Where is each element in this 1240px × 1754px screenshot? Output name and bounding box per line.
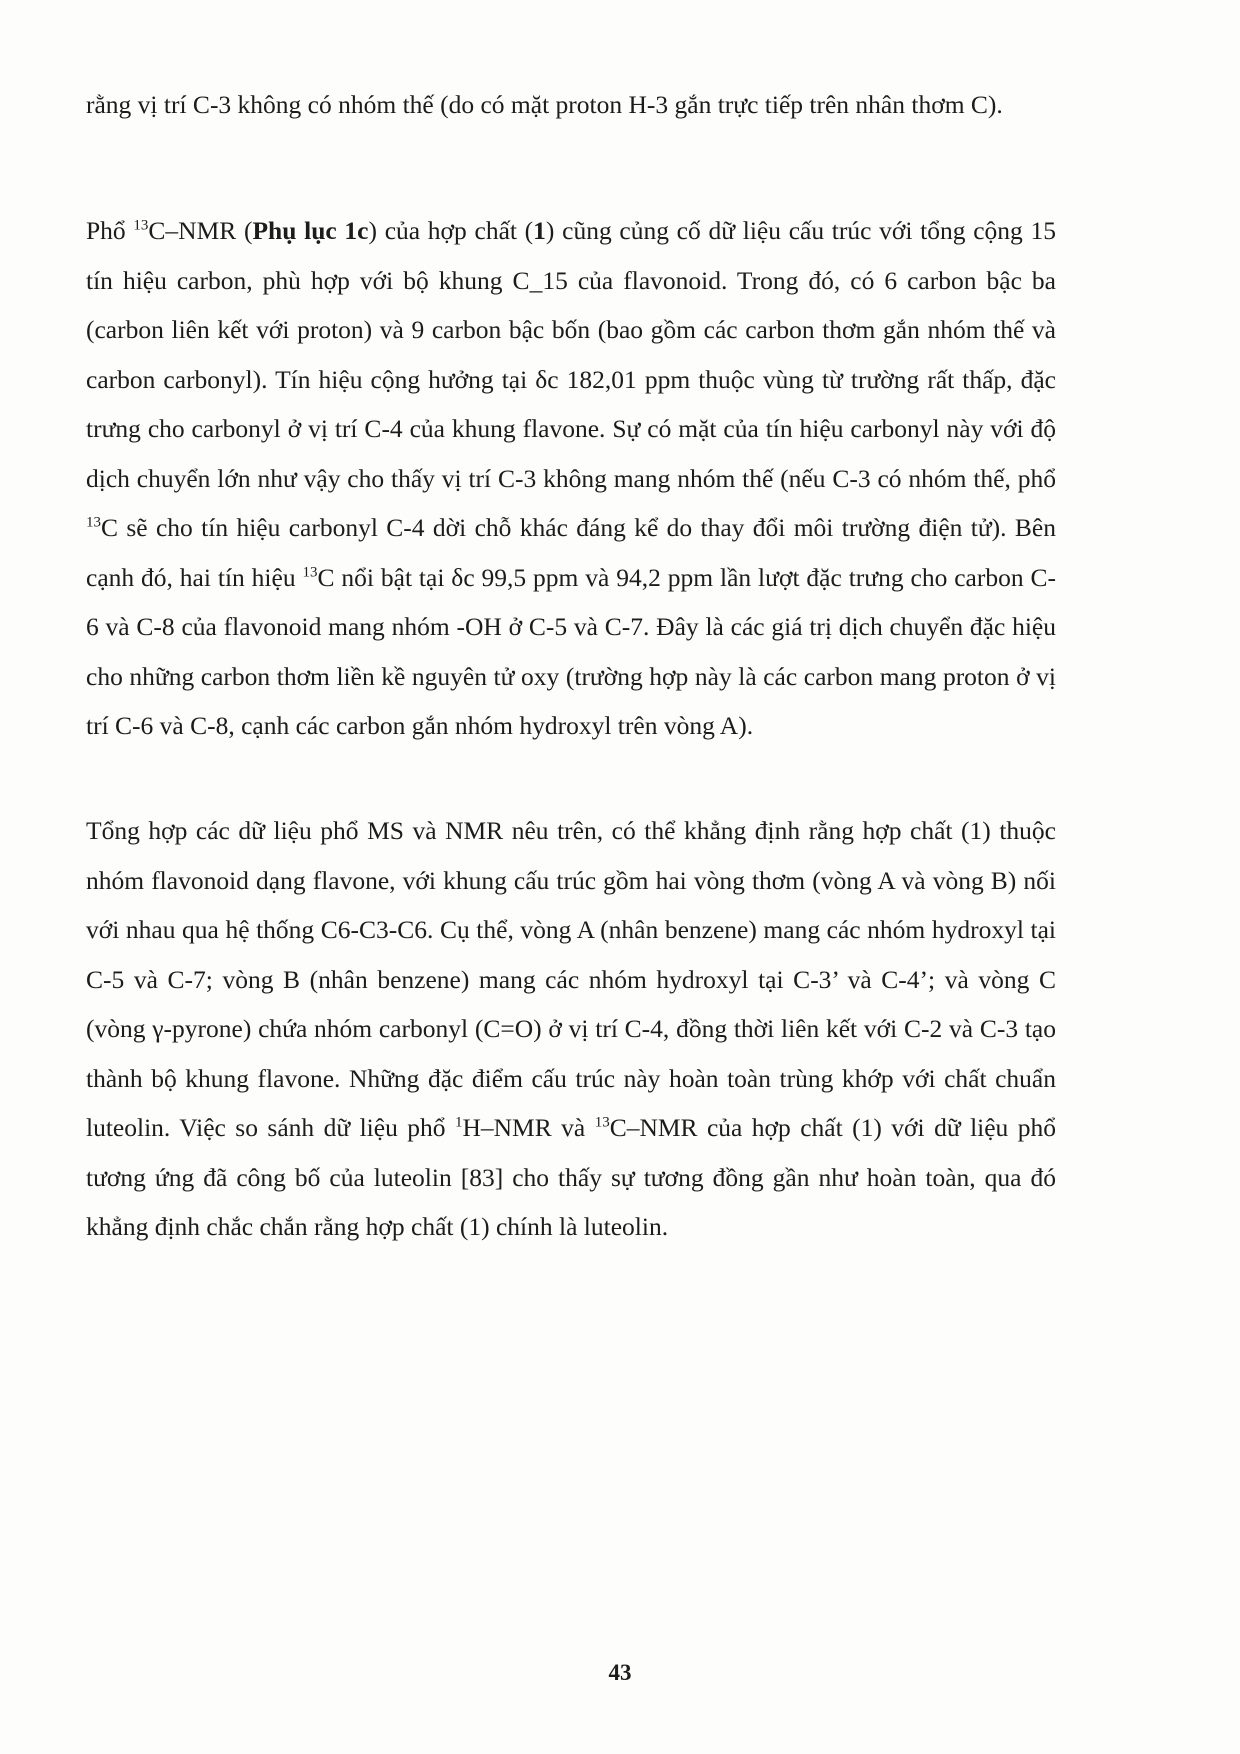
c13-after-appendix: ) của hợp chất ( xyxy=(368,216,534,245)
summary-paragraph xyxy=(86,806,1056,1252)
appendix-reference: Phụ lục 1c xyxy=(252,216,369,245)
isotope-superscript: 13 xyxy=(133,217,149,234)
c13-nmr-label: C–NMR ( xyxy=(148,216,253,245)
c13-nmr-paragraph xyxy=(86,206,1056,751)
isotope-superscript: 13 xyxy=(594,1114,610,1131)
compound-number: 1 xyxy=(533,216,546,245)
intro-paragraph xyxy=(86,80,1056,130)
isotope-superscript: 13 xyxy=(86,514,101,531)
intro-paragraph-text: rằng vị trí C-3 không có nhóm thế (do có mặt proton H-3 gắn trực tiếp trên nhân thơm C). xyxy=(86,90,1003,119)
page-number: 43 xyxy=(608,1660,632,1685)
summary-body-text-3: C–NMR của hợp chất (1) với dữ liệu phổ tương ứng đã công bố của luteolin [83] cho thấy sự tương đồng gần như hoàn toàn, qua đó khẳng định chắc chắn rằng hợp chất (1) chính là luteolin. xyxy=(86,1113,1056,1241)
isotope-superscript: 13 xyxy=(302,564,318,580)
c13-lead-text: Phổ xyxy=(86,216,134,245)
c13-body-text-2: C sẽ cho tín hiệu carbonyl C-4 dời chỗ khác đáng kể do thay đổi môi trường điện tử). Bên cạnh đó, hai tín hiệu xyxy=(86,513,1056,592)
isotope-superscript: 1 xyxy=(454,1114,463,1131)
summary-body-text-2: H–NMR và xyxy=(462,1113,595,1142)
summary-body-text-1: Tổng hợp các dữ liệu phổ MS và NMR nêu trên, có thể khẳng định rằng hợp chất (1) thuộc nhóm flavonoid dạng flavone, với khung cấu trúc gồm hai vòng thơm (vòng A và vòng B) nối với nhau qua hệ thống C6-C3-C6. Cụ thể, vòng A (nhân benzene) mang các nhóm hydroxyl tại C-5 và C-7; vòng B (nhân benzene) mang các nhóm hydroxyl tại C-3’ và C-4’; và vòng C (vòng γ-pyrone) chứa nhóm carbonyl (C=O) ở vị trí C-4, đồng thời liên kết với C-2 và C-3 tạo thành bộ khung flavone. Những đặc điểm cấu trúc này hoàn toàn trùng khớp với chất chuẩn luteolin. Việc so sánh dữ liệu phổ xyxy=(86,816,1056,1142)
c13-body-text-1: ) cũng củng cố dữ liệu cấu trúc với tổng cộng 15 tín hiệu carbon, phù hợp với bộ khung C_15 của flavonoid. Trong đó, có 6 carbon bậc ba (carbon liên kết với proton) và 9 carbon bậc bốn (bao gồm các carbon thơm gắn nhóm thế và carbon carbonyl). Tín hiệu cộng hưởng tại δc 182,01 ppm thuộc vùng từ trường rất thấp, đặc trưng cho carbonyl ở vị trí C-4 của khung flavone. Sự có mặt của tín hiệu carbonyl này với độ dịch chuyển lớn như vậy cho thấy vị trí C-3 không mang nhóm thế (nếu C-3 có nhóm thế, phổ xyxy=(86,216,1057,493)
c13-body-text-3: C nổi bật tại δc 99,5 ppm và 94,2 ppm lần lượt đặc trưng cho carbon C-6 và C-8 của flavonoid mang nhóm -OH ở C-5 và C-7. Đây là các giá trị dịch chuyển đặc hiệu cho những carbon thơm liền kề nguyên tử oxy (trường hợp này là các carbon mang proton ở vị trí C-6 và C-8, cạnh các carbon gắn nhóm hydroxyl trên vòng A). xyxy=(86,562,1056,740)
